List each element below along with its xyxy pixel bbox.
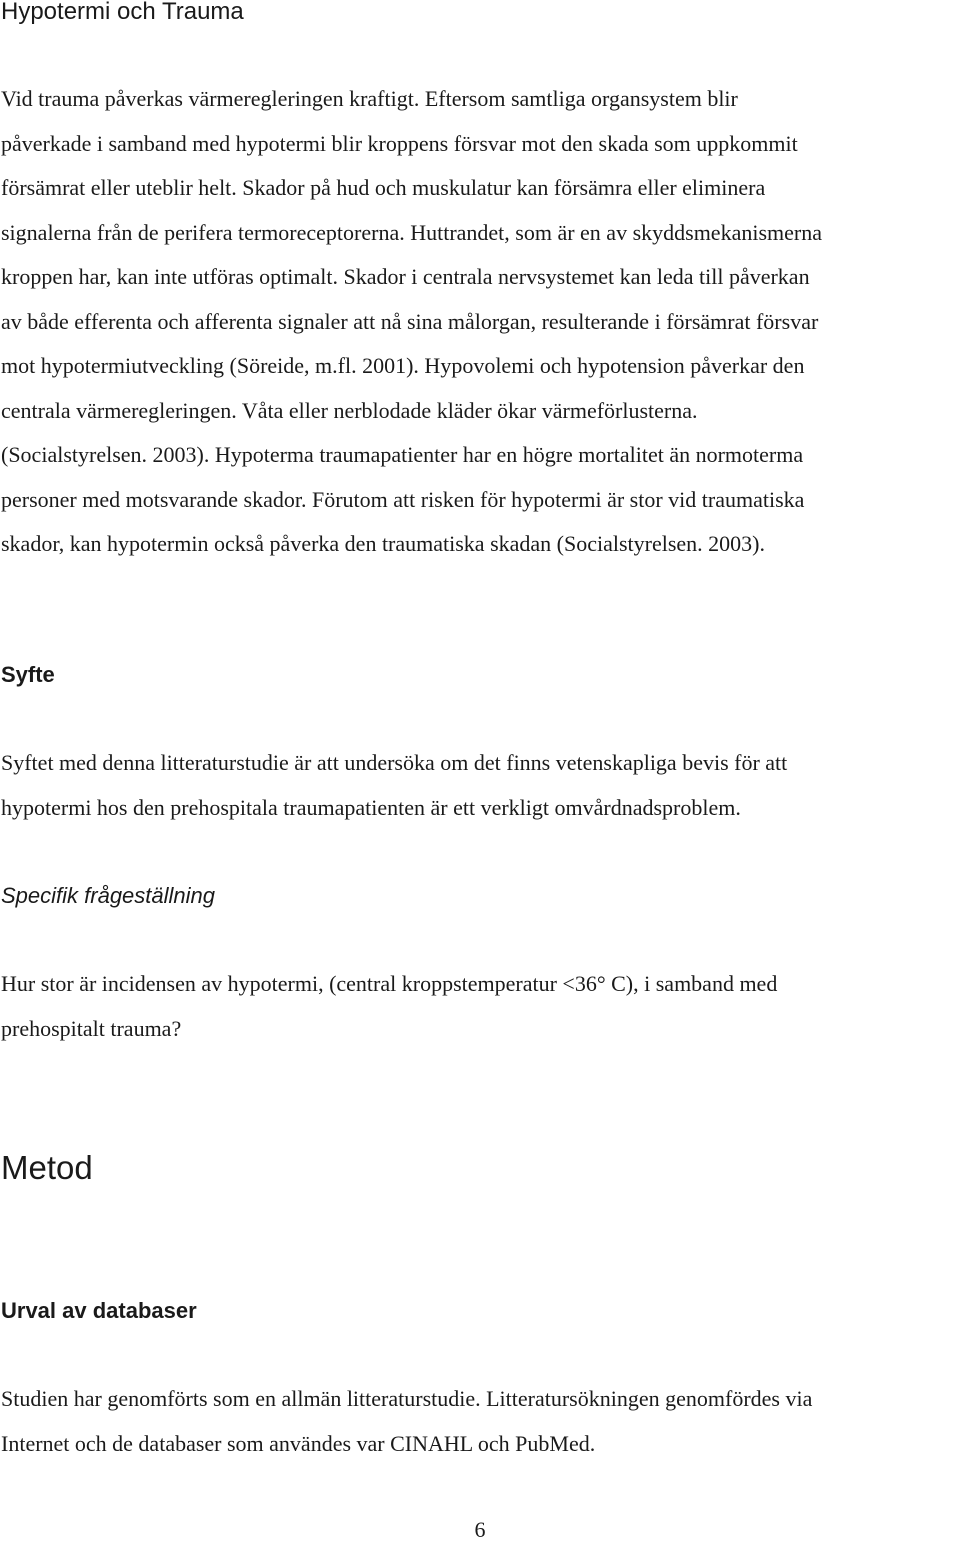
intro-line: personer med motsvarande skador. Förutom att risken för hypotermi är stor vid traumatiska <box>1 486 805 512</box>
fragestallning-heading: Specifik frågeställning <box>1 883 216 908</box>
fragestallning-line: Hur stor är incidensen av hypotermi, (central kroppstemperatur <36° C), i samband med <box>1 971 778 996</box>
document-title: Hypotermi och Trauma <box>1 0 244 25</box>
syfte-line: Syftet med denna litteraturstudie är att undersöka om det finns vetenskapliga bevis för att <box>1 750 788 775</box>
fragestallning-line: prehospitalt trauma? <box>1 1015 182 1041</box>
urval-heading: Urval av databaser <box>1 1298 197 1323</box>
intro-line: (Socialstyrelsen. 2003). Hypoterma traumapatienter har en högre mortalitet än normoterma <box>1 442 804 467</box>
syfte-paragraph <box>1 741 787 830</box>
intro-line: signalerna från de perifera termoreceptorerna. Huttrandet, som är en av skyddsmekanismerna <box>1 219 822 245</box>
syfte-line: hypotermi hos den prehospitala traumapatienten är ett verkligt omvårdnadsproblem. <box>1 794 741 820</box>
intro-line: mot hypotermiutveckling (Söreide, m.fl. 2001). Hypovolemi och hypotension påverkar den <box>1 353 805 378</box>
intro-line: skador, kan hypotermin också påverka den traumatiska skadan (Socialstyrelsen. 2003). <box>1 531 766 556</box>
intro-line: kroppen har, kan inte utföras optimalt. Skador i centrala nervsystemet kan leda till påverkan <box>1 264 810 289</box>
metod-heading: Metod <box>1 1149 93 1186</box>
urval-paragraph <box>1 1377 812 1466</box>
intro-line: försämrat eller uteblir helt. Skador på hud och muskulatur kan försämra eller eliminera <box>1 175 766 200</box>
intro-line: påverkade i samband med hypotermi blir kroppens försvar mot den skada som uppkommit <box>1 130 798 156</box>
intro-paragraph <box>1 77 822 567</box>
intro-line: Vid trauma påverkas värmeregleringen kraftigt. Eftersom samtliga organsystem blir <box>1 86 738 111</box>
urval-line: Studien har genomförts som en allmän litteraturstudie. Litteratursökningen genomfördes via <box>1 1386 813 1411</box>
page-number: 6 <box>474 1517 486 1542</box>
urval-line: Internet och de databaser som användes var CINAHL och PubMed. <box>1 1430 596 1456</box>
fragestallning-paragraph <box>1 962 777 1051</box>
intro-line: av både efferenta och afferenta signaler att nå sina målorgan, resulterande i försämrat försvar <box>1 308 819 334</box>
intro-line: centrala värmeregleringen. Våta eller nerblodade kläder ökar värmeförlusterna. <box>1 397 698 423</box>
syfte-heading: Syfte <box>1 662 55 687</box>
